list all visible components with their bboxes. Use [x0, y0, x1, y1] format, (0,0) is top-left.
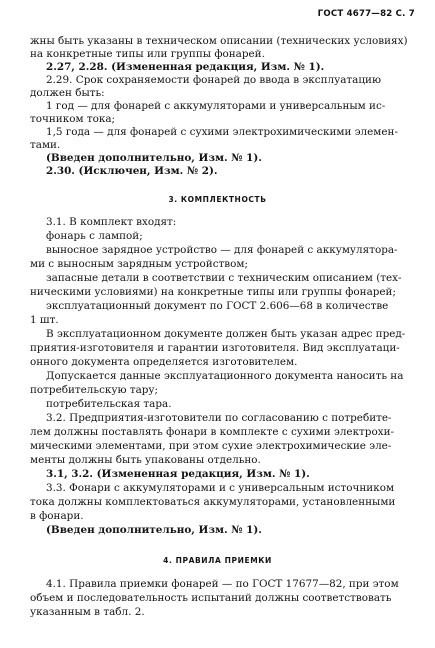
text-line: ми с выносным зарядным устройством;: [30, 258, 248, 270]
text-line: должен быть:: [30, 87, 105, 99]
text-line: эксплуатационный документ по ГОСТ 2.606—68 в количестве: [46, 300, 389, 312]
text-line: приятия-изготовителя и гарантии изготовителя. Вид эксплуатаци-: [30, 342, 400, 354]
page-header: ГОСТ 4677—82 С. 7: [317, 9, 415, 19]
text-line: онного документа определяется изготовителем.: [30, 356, 298, 368]
text-line: (Введен дополнительно, Изм. № 1).: [46, 524, 262, 536]
text-line: тока должны комплектоваться аккумуляторами, установленными: [30, 496, 396, 508]
text-line: 1,5 года — для фонарей с сухими электрохимическими элемен-: [46, 126, 398, 138]
text-line: (Введен дополнительно, Изм. № 1).: [46, 152, 262, 164]
text-line: мическими элементами, при этом сухие электрохимические эле-: [30, 440, 392, 452]
text-line: 2.29. Срок сохраняемости фонарей до ввода в эксплуатацию: [46, 74, 382, 86]
text-line: указанным в табл. 2.: [30, 606, 145, 618]
text-line: 4.1. Правила приемки фонарей — по ГОСТ 17677—82, при этом: [46, 578, 399, 590]
text-line: 2.27, 2.28. (Измененная редакция, Изм. № 1).: [46, 61, 325, 73]
text-line: выносное зарядное устройство — для фонарей с аккумулятора-: [46, 244, 398, 256]
section-heading: 3. КОМПЛЕКТНОСТЬ: [168, 195, 267, 204]
text-line: 1 шт.: [30, 314, 59, 326]
text-line: 3.1, 3.2. (Измененная редакция, Изм. № 1).: [46, 468, 310, 480]
text-line: в фонари.: [30, 510, 84, 522]
text-line: 3.1. В комплект входят:: [46, 216, 177, 228]
text-line: фонарь с лампой;: [46, 230, 143, 242]
text-line: Допускается данные эксплуатационного документа наносить на: [46, 370, 404, 382]
text-line: лем должны поставлять фонари в комплекте с сухими электрохи-: [30, 426, 395, 438]
text-line: менты должны быть упакованы отдельно.: [30, 454, 261, 466]
text-line: точником тока;: [30, 113, 116, 125]
text-line: объем и последовательность испытаний должны соответствовать: [30, 592, 392, 604]
section-heading: 4. ПРАВИЛА ПРИЕМКИ: [163, 556, 272, 565]
text-line: ническими условиями) на конкретные типы или группы фонарей;: [30, 286, 396, 298]
text-line: жны быть указаны в техническом описании (технических условиях): [30, 35, 408, 47]
text-line: на конкретные типы или группы фонарей.: [30, 48, 265, 60]
text-line: 3.2. Предприятия-изготовители по согласованию с потребите-: [46, 412, 392, 424]
text-line: потребительскую тару;: [30, 384, 159, 396]
text-line: потребительская тара.: [46, 398, 172, 410]
text-line: запасные детали в соответствии с техническим описанием (тех-: [46, 272, 402, 284]
text-line: В эксплуатационном документе должен быть указан адрес пред-: [46, 328, 406, 340]
text-line: 1 год — для фонарей с аккумуляторами и универсальным ис-: [46, 100, 386, 112]
text-line: 3.3. Фонари с аккумуляторами и с универсальным источником: [46, 482, 395, 494]
text-line: 2.30. (Исключен, Изм. № 2).: [46, 165, 218, 177]
text-line: тами.: [30, 139, 61, 151]
